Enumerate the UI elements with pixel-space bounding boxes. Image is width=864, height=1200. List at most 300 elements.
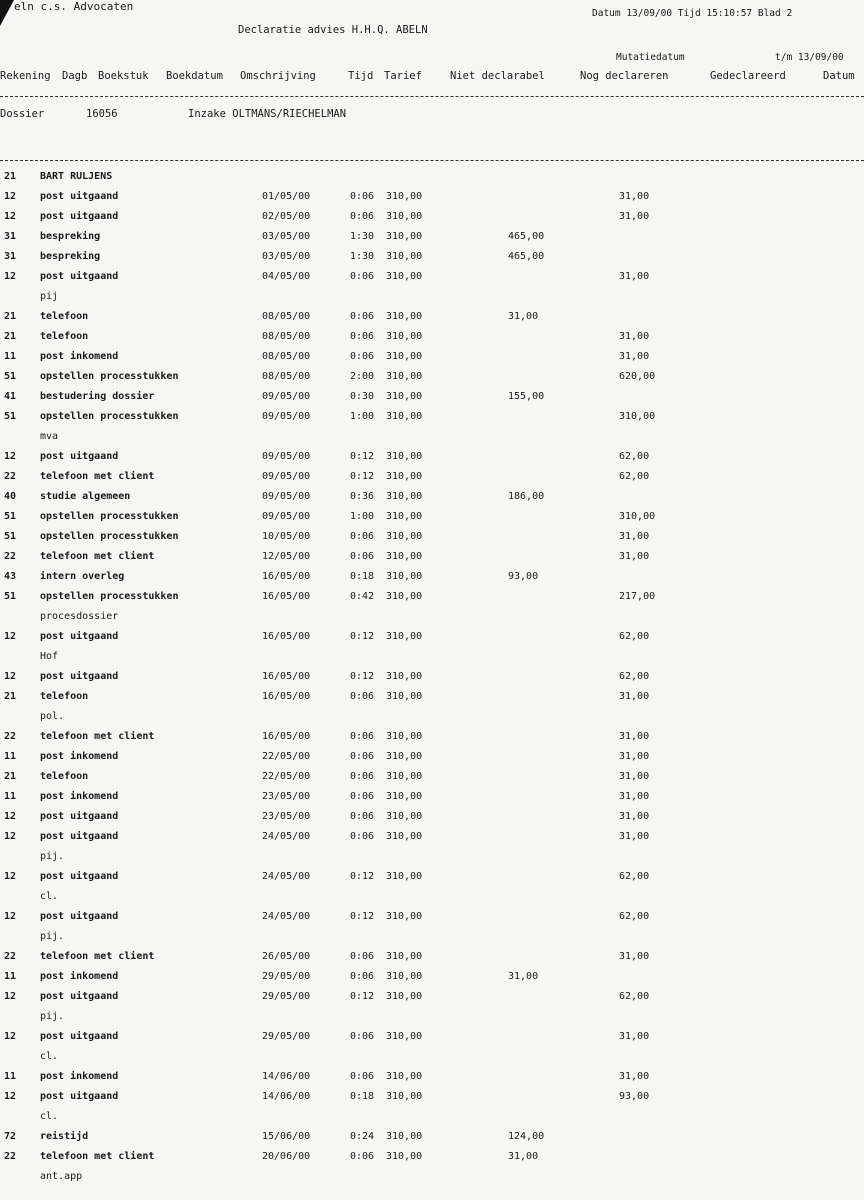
row-tarief: 310,00	[386, 1031, 423, 1042]
row-description: post uitgaand	[40, 831, 119, 842]
table-row	[0, 1068, 864, 1088]
row-code: 51	[4, 591, 17, 602]
column-header-boekdatum: Boekdatum	[166, 70, 223, 82]
row-time: 0:18	[350, 571, 375, 582]
row-nog-declareren: 62,00	[619, 871, 650, 882]
row-code: 12	[4, 671, 17, 682]
row-time: 0:12	[350, 471, 375, 482]
row-time: 1:00	[350, 411, 375, 422]
row-description: opstellen processtukken	[40, 591, 179, 602]
row-tarief: 310,00	[386, 311, 423, 322]
table-row	[0, 248, 864, 268]
row-date: 26/05/00	[262, 951, 311, 962]
table-row-note	[0, 708, 864, 728]
row-nog-declareren: 310,00	[619, 411, 656, 422]
row-description: opstellen processtukken	[40, 511, 179, 522]
row-description: cl.	[40, 891, 59, 902]
row-description: post inkomend	[40, 351, 119, 362]
row-description: pij	[40, 291, 59, 302]
table-row	[0, 868, 864, 888]
row-description: telefoon	[40, 311, 89, 322]
row-code: 22	[4, 471, 17, 482]
table-row-note	[0, 608, 864, 628]
row-tarief: 310,00	[386, 1151, 423, 1162]
table-row	[0, 308, 864, 328]
row-time: 0:06	[350, 271, 375, 282]
row-description: post uitgaand	[40, 991, 119, 1002]
row-time: 0:06	[350, 531, 375, 542]
row-date: 09/05/00	[262, 491, 311, 502]
row-tarief: 310,00	[386, 451, 423, 462]
row-description: cl.	[40, 1051, 59, 1062]
row-date: 23/05/00	[262, 791, 311, 802]
row-niet-declarabel: 186,00	[508, 491, 545, 502]
table-row-note	[0, 288, 864, 308]
row-code: 12	[4, 831, 17, 842]
until-date-label: t/m 13/09/00	[775, 52, 844, 63]
row-time: 1:00	[350, 511, 375, 522]
column-header-tijd: Tijd	[348, 70, 374, 82]
table-row	[0, 388, 864, 408]
row-tarief: 310,00	[386, 871, 423, 882]
row-code: 72	[4, 1131, 17, 1142]
table-row	[0, 908, 864, 928]
row-nog-declareren: 62,00	[619, 471, 650, 482]
row-description: post inkomend	[40, 1071, 119, 1082]
row-description: post uitgaand	[40, 271, 119, 282]
row-date: 24/05/00	[262, 911, 311, 922]
row-tarief: 310,00	[386, 331, 423, 342]
table-row	[0, 1088, 864, 1108]
table-row	[0, 748, 864, 768]
row-code: 11	[4, 971, 17, 982]
row-tarief: 310,00	[386, 831, 423, 842]
mutatie-label: Mutatiedatum	[616, 52, 685, 63]
row-date: 16/05/00	[262, 631, 311, 642]
row-date: 14/06/00	[262, 1071, 311, 1082]
table-row	[0, 228, 864, 248]
row-date: 08/05/00	[262, 331, 311, 342]
row-date: 29/05/00	[262, 991, 311, 1002]
row-date: 08/05/00	[262, 351, 311, 362]
row-code: 22	[4, 731, 17, 742]
row-description: post uitgaand	[40, 191, 119, 202]
table-row	[0, 168, 864, 188]
row-nog-declareren: 31,00	[619, 951, 650, 962]
row-nog-declareren: 31,00	[619, 831, 650, 842]
row-tarief: 310,00	[386, 411, 423, 422]
staple-mark	[0, 0, 14, 26]
row-code: 12	[4, 211, 17, 222]
row-nog-declareren: 93,00	[619, 1091, 650, 1102]
row-description: cl.	[40, 1111, 59, 1122]
column-header-nog-declareren: Nog declareren	[580, 70, 669, 82]
row-nog-declareren: 31,00	[619, 331, 650, 342]
row-date: 08/05/00	[262, 371, 311, 382]
row-date: 24/05/00	[262, 831, 311, 842]
row-description: telefoon	[40, 691, 89, 702]
row-niet-declarabel: 31,00	[508, 311, 539, 322]
row-description: telefoon met client	[40, 471, 155, 482]
row-code: 22	[4, 1151, 17, 1162]
row-date: 22/05/00	[262, 771, 311, 782]
row-time: 0:18	[350, 1091, 375, 1102]
row-description: ant.app	[40, 1171, 83, 1182]
row-description: pij.	[40, 1011, 65, 1022]
table-row-note	[0, 928, 864, 948]
row-code: 11	[4, 751, 17, 762]
row-code: 21	[4, 771, 17, 782]
row-time: 0:06	[350, 691, 375, 702]
row-code: 12	[4, 871, 17, 882]
table-row	[0, 268, 864, 288]
row-date: 09/05/00	[262, 511, 311, 522]
row-description: post inkomend	[40, 971, 119, 982]
row-nog-declareren: 310,00	[619, 511, 656, 522]
row-code: 21	[4, 331, 17, 342]
row-tarief: 310,00	[386, 971, 423, 982]
row-niet-declarabel: 31,00	[508, 971, 539, 982]
row-time: 0:06	[350, 351, 375, 362]
row-date: 04/05/00	[262, 271, 311, 282]
row-nog-declareren: 31,00	[619, 551, 650, 562]
row-description: procesdossier	[40, 611, 119, 622]
row-tarief: 310,00	[386, 271, 423, 282]
row-description: post uitgaand	[40, 811, 119, 822]
column-header-gedeclareerd: Gedeclareerd	[710, 70, 786, 82]
row-nog-declareren: 62,00	[619, 991, 650, 1002]
row-code: 21	[4, 691, 17, 702]
table-row	[0, 408, 864, 428]
table-row	[0, 468, 864, 488]
row-code: 41	[4, 391, 17, 402]
row-tarief: 310,00	[386, 491, 423, 502]
table-row	[0, 488, 864, 508]
row-date: 16/05/00	[262, 691, 311, 702]
row-tarief: 310,00	[386, 1091, 423, 1102]
row-code: 43	[4, 571, 17, 582]
row-description: telefoon	[40, 331, 89, 342]
row-nog-declareren: 62,00	[619, 671, 650, 682]
table-row-note	[0, 1008, 864, 1028]
row-time: 0:06	[350, 191, 375, 202]
row-date: 10/05/00	[262, 531, 311, 542]
row-date: 09/05/00	[262, 411, 311, 422]
row-time: 0:12	[350, 631, 375, 642]
table-row	[0, 588, 864, 608]
table-row	[0, 328, 864, 348]
row-code: 21	[4, 171, 17, 182]
row-code: 21	[4, 311, 17, 322]
row-tarief: 310,00	[386, 191, 423, 202]
row-date: 22/05/00	[262, 751, 311, 762]
row-tarief: 310,00	[386, 791, 423, 802]
row-nog-declareren: 31,00	[619, 1071, 650, 1082]
row-code: 11	[4, 351, 17, 362]
row-tarief: 310,00	[386, 351, 423, 362]
row-date: 14/06/00	[262, 1091, 311, 1102]
dossier-label: Dossier	[0, 108, 45, 120]
row-description: post uitgaand	[40, 451, 119, 462]
row-tarief: 310,00	[386, 571, 423, 582]
row-nog-declareren: 62,00	[619, 631, 650, 642]
row-description: post uitgaand	[40, 631, 119, 642]
row-time: 0:12	[350, 871, 375, 882]
column-header-boekstuk: Boekstuk	[98, 70, 149, 82]
row-nog-declareren: 31,00	[619, 271, 650, 282]
row-tarief: 310,00	[386, 231, 423, 242]
row-tarief: 310,00	[386, 811, 423, 822]
row-code: 12	[4, 191, 17, 202]
row-code: 11	[4, 1071, 17, 1082]
row-code: 51	[4, 371, 17, 382]
row-code: 12	[4, 1091, 17, 1102]
row-date: 03/05/00	[262, 251, 311, 262]
row-time: 0:06	[350, 751, 375, 762]
row-time: 0:42	[350, 591, 375, 602]
row-date: 12/05/00	[262, 551, 311, 562]
row-nog-declareren: 62,00	[619, 911, 650, 922]
row-code: 12	[4, 1031, 17, 1042]
row-nog-declareren: 62,00	[619, 451, 650, 462]
row-description: reistijd	[40, 1131, 89, 1142]
row-nog-declareren: 31,00	[619, 791, 650, 802]
table-row	[0, 768, 864, 788]
row-description: telefoon met client	[40, 1151, 155, 1162]
firm-name: eln c.s. Advocaten	[14, 0, 134, 13]
row-code: 12	[4, 811, 17, 822]
row-description: opstellen processtukken	[40, 411, 179, 422]
row-description: telefoon	[40, 771, 89, 782]
row-code: 31	[4, 231, 17, 242]
row-niet-declarabel: 155,00	[508, 391, 545, 402]
row-time: 0:36	[350, 491, 375, 502]
table-row	[0, 1128, 864, 1148]
row-tarief: 310,00	[386, 551, 423, 562]
table-row-note	[0, 428, 864, 448]
row-tarief: 310,00	[386, 591, 423, 602]
row-description: post inkomend	[40, 751, 119, 762]
row-tarief: 310,00	[386, 371, 423, 382]
row-time: 2:00	[350, 371, 375, 382]
row-tarief: 310,00	[386, 1131, 423, 1142]
column-header-niet-declarabel: Niet declarabel	[450, 70, 545, 82]
table-row-note	[0, 848, 864, 868]
row-code: 11	[4, 791, 17, 802]
row-nog-declareren: 31,00	[619, 731, 650, 742]
row-code: 12	[4, 631, 17, 642]
row-time: 0:30	[350, 391, 375, 402]
row-code: 22	[4, 551, 17, 562]
table-row	[0, 1148, 864, 1168]
row-tarief: 310,00	[386, 951, 423, 962]
row-tarief: 310,00	[386, 691, 423, 702]
document-title: Declaratie advies H.H.Q. ABELN	[238, 24, 428, 36]
row-niet-declarabel: 465,00	[508, 251, 545, 262]
row-description: studie algemeen	[40, 491, 131, 502]
row-time: 0:06	[350, 1031, 375, 1042]
row-nog-declareren: 31,00	[619, 211, 650, 222]
table-row	[0, 988, 864, 1008]
column-header-rekening: Rekening	[0, 70, 51, 82]
dossier-inzake: Inzake OLTMANS/RIECHELMAN	[188, 108, 347, 120]
row-time: 0:06	[350, 551, 375, 562]
row-tarief: 310,00	[386, 251, 423, 262]
row-date: 09/05/00	[262, 451, 311, 462]
row-nog-declareren: 31,00	[619, 351, 650, 362]
row-code: 12	[4, 911, 17, 922]
row-time: 0:06	[350, 811, 375, 822]
column-header-omschrijving: Omschrijving	[240, 70, 316, 82]
dossier-number: 16056	[86, 108, 118, 120]
row-tarief: 310,00	[386, 531, 423, 542]
table-row	[0, 948, 864, 968]
row-time: 1:30	[350, 231, 375, 242]
row-description: opstellen processtukken	[40, 531, 179, 542]
header-divider	[0, 96, 864, 97]
row-tarief: 310,00	[386, 391, 423, 402]
row-time: 0:06	[350, 311, 375, 322]
row-description: post uitgaand	[40, 1031, 119, 1042]
table-row	[0, 688, 864, 708]
table-row-note	[0, 888, 864, 908]
row-time: 0:06	[350, 791, 375, 802]
row-tarief: 310,00	[386, 991, 423, 1002]
row-description: post inkomend	[40, 791, 119, 802]
column-header-dagb: Dagb	[62, 70, 88, 82]
row-description: pij.	[40, 931, 65, 942]
row-nog-declareren: 31,00	[619, 691, 650, 702]
table-row	[0, 728, 864, 748]
table-row	[0, 348, 864, 368]
row-tarief: 310,00	[386, 731, 423, 742]
row-date: 16/05/00	[262, 591, 311, 602]
row-description: pol.	[40, 711, 65, 722]
table-row-note	[0, 1108, 864, 1128]
column-header-tarief: Tarief	[384, 70, 422, 82]
row-date: 16/05/00	[262, 671, 311, 682]
row-time: 0:06	[350, 211, 375, 222]
row-tarief: 310,00	[386, 211, 423, 222]
row-description: bespreking	[40, 231, 101, 242]
dossier-divider	[0, 160, 864, 161]
row-nog-declareren: 31,00	[619, 751, 650, 762]
row-time: 1:30	[350, 251, 375, 262]
date-time-page: Datum 13/09/00 Tijd 15:10:57 Blad 2	[592, 8, 793, 19]
row-description: BART RULJENS	[40, 171, 113, 182]
table-row-note	[0, 1048, 864, 1068]
row-time: 0:12	[350, 911, 375, 922]
row-date: 02/05/00	[262, 211, 311, 222]
row-time: 0:06	[350, 971, 375, 982]
row-description: telefoon met client	[40, 551, 155, 562]
column-header-datum: Datum	[823, 70, 855, 82]
row-code: 51	[4, 531, 17, 542]
table-row	[0, 668, 864, 688]
row-time: 0:12	[350, 991, 375, 1002]
row-description: intern overleg	[40, 571, 125, 582]
row-tarief: 310,00	[386, 511, 423, 522]
row-date: 23/05/00	[262, 811, 311, 822]
row-tarief: 310,00	[386, 751, 423, 762]
table-row	[0, 448, 864, 468]
row-code: 31	[4, 251, 17, 262]
row-description: Hof	[40, 651, 59, 662]
row-date: 24/05/00	[262, 871, 311, 882]
row-nog-declareren: 31,00	[619, 1031, 650, 1042]
row-nog-declareren: 620,00	[619, 371, 656, 382]
row-date: 16/05/00	[262, 731, 311, 742]
row-date: 09/05/00	[262, 471, 311, 482]
row-niet-declarabel: 465,00	[508, 231, 545, 242]
row-description: opstellen processtukken	[40, 371, 179, 382]
row-description: mva	[40, 431, 59, 442]
row-description: post uitgaand	[40, 871, 119, 882]
row-date: 09/05/00	[262, 391, 311, 402]
entries-list	[0, 168, 864, 1188]
table-row	[0, 528, 864, 548]
row-code: 22	[4, 951, 17, 962]
row-description: bestudering dossier	[40, 391, 155, 402]
row-time: 0:06	[350, 1071, 375, 1082]
row-niet-declarabel: 93,00	[508, 571, 539, 582]
table-row	[0, 968, 864, 988]
row-date: 29/05/00	[262, 1031, 311, 1042]
table-row	[0, 368, 864, 388]
row-tarief: 310,00	[386, 771, 423, 782]
row-description: telefoon met client	[40, 731, 155, 742]
row-code: 12	[4, 271, 17, 282]
row-time: 0:12	[350, 671, 375, 682]
row-tarief: 310,00	[386, 631, 423, 642]
row-tarief: 310,00	[386, 1071, 423, 1082]
row-date: 03/05/00	[262, 231, 311, 242]
row-code: 51	[4, 411, 17, 422]
table-row	[0, 208, 864, 228]
row-time: 0:12	[350, 451, 375, 462]
row-code: 12	[4, 451, 17, 462]
row-code: 51	[4, 511, 17, 522]
row-niet-declarabel: 31,00	[508, 1151, 539, 1162]
table-row	[0, 508, 864, 528]
row-time: 0:06	[350, 731, 375, 742]
row-description: post uitgaand	[40, 671, 119, 682]
table-row	[0, 1028, 864, 1048]
row-time: 0:06	[350, 331, 375, 342]
row-time: 0:06	[350, 771, 375, 782]
row-time: 0:06	[350, 951, 375, 962]
row-nog-declareren: 31,00	[619, 191, 650, 202]
table-row	[0, 628, 864, 648]
row-tarief: 310,00	[386, 671, 423, 682]
table-row-note	[0, 1168, 864, 1188]
row-description: post uitgaand	[40, 911, 119, 922]
row-description: pij.	[40, 851, 65, 862]
table-row	[0, 788, 864, 808]
row-tarief: 310,00	[386, 911, 423, 922]
table-row	[0, 548, 864, 568]
table-row	[0, 808, 864, 828]
row-code: 12	[4, 991, 17, 1002]
row-description: post uitgaand	[40, 211, 119, 222]
row-niet-declarabel: 124,00	[508, 1131, 545, 1142]
row-time: 0:06	[350, 1151, 375, 1162]
row-time: 0:24	[350, 1131, 375, 1142]
table-row	[0, 188, 864, 208]
row-code: 40	[4, 491, 17, 502]
row-time: 0:06	[350, 831, 375, 842]
table-row	[0, 828, 864, 848]
